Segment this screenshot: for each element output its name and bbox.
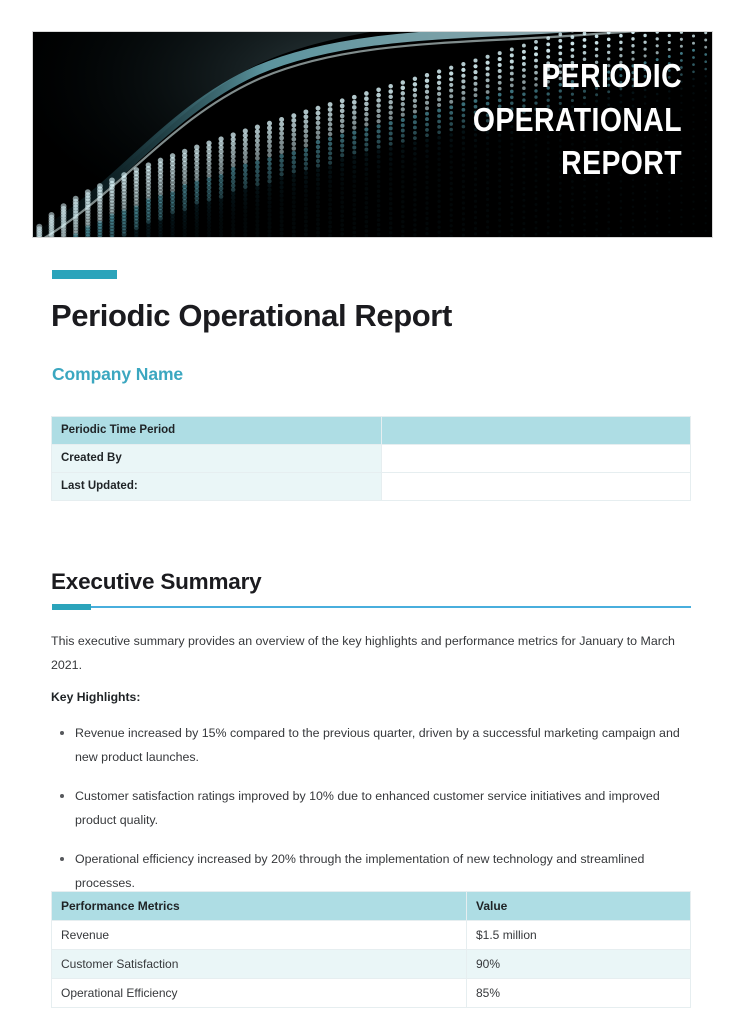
metrics-header-metric: Performance Metrics <box>52 892 467 921</box>
list-item: Revenue increased by 15% compared to the previous quarter, driven by a successful marketing campaign and new product launches. <box>75 722 681 770</box>
table-row <box>52 979 691 1008</box>
metrics-value-operational-efficiency: 85% <box>467 979 691 1008</box>
page-title: Periodic Operational Report <box>51 298 452 333</box>
table-row <box>52 950 691 979</box>
table-row <box>52 921 691 950</box>
metrics-header-value: Value <box>467 892 691 921</box>
list-item: Operational efficiency increased by 20% through the implementation of new technology and streamlined processes. <box>75 848 681 896</box>
metrics-value-revenue: $1.5 million <box>467 921 691 950</box>
performance-metrics-table <box>51 891 691 1008</box>
banner-title-line-1: PERIODIC <box>541 57 682 94</box>
accent-bar <box>52 270 117 279</box>
metrics-metric-operational-efficiency: Operational Efficiency <box>52 979 467 1008</box>
key-highlights-list <box>51 722 681 911</box>
meta-value-last-updated[interactable] <box>382 473 691 501</box>
table-row <box>52 445 691 473</box>
meta-label-last-updated: Last Updated: <box>52 473 382 501</box>
list-item: Customer satisfaction ratings improved by 10% due to enhanced customer service initiatives and improved product quality. <box>75 785 681 833</box>
metrics-metric-revenue: Revenue <box>52 921 467 950</box>
meta-header-value[interactable] <box>382 417 691 445</box>
company-name: Company Name <box>52 364 184 384</box>
report-meta-table <box>51 416 691 501</box>
banner-title-line-3: REPORT <box>561 144 682 182</box>
section-divider-line <box>91 606 691 608</box>
metrics-metric-customer-satisfaction: Customer Satisfaction <box>52 950 467 979</box>
banner-title-line-2: OPERATIONAL <box>472 100 682 138</box>
section-divider <box>52 604 691 610</box>
meta-value-created-by[interactable] <box>382 445 691 473</box>
section-heading-executive-summary: Executive Summary <box>51 569 262 594</box>
report-banner <box>33 32 712 237</box>
table-row <box>52 892 691 921</box>
meta-header-label: Periodic Time Period <box>52 417 382 445</box>
table-row <box>52 473 691 501</box>
section-divider-accent <box>52 604 91 610</box>
table-row <box>52 417 691 445</box>
meta-label-created-by: Created By <box>52 445 382 473</box>
metrics-value-customer-satisfaction: 90% <box>467 950 691 979</box>
executive-summary-paragraph: This executive summary provides an overview of the key highlights and performance metrics for January to March 2021. <box>51 634 675 672</box>
key-highlights-label: Key Highlights: <box>51 690 141 704</box>
banner-title <box>321 54 682 185</box>
